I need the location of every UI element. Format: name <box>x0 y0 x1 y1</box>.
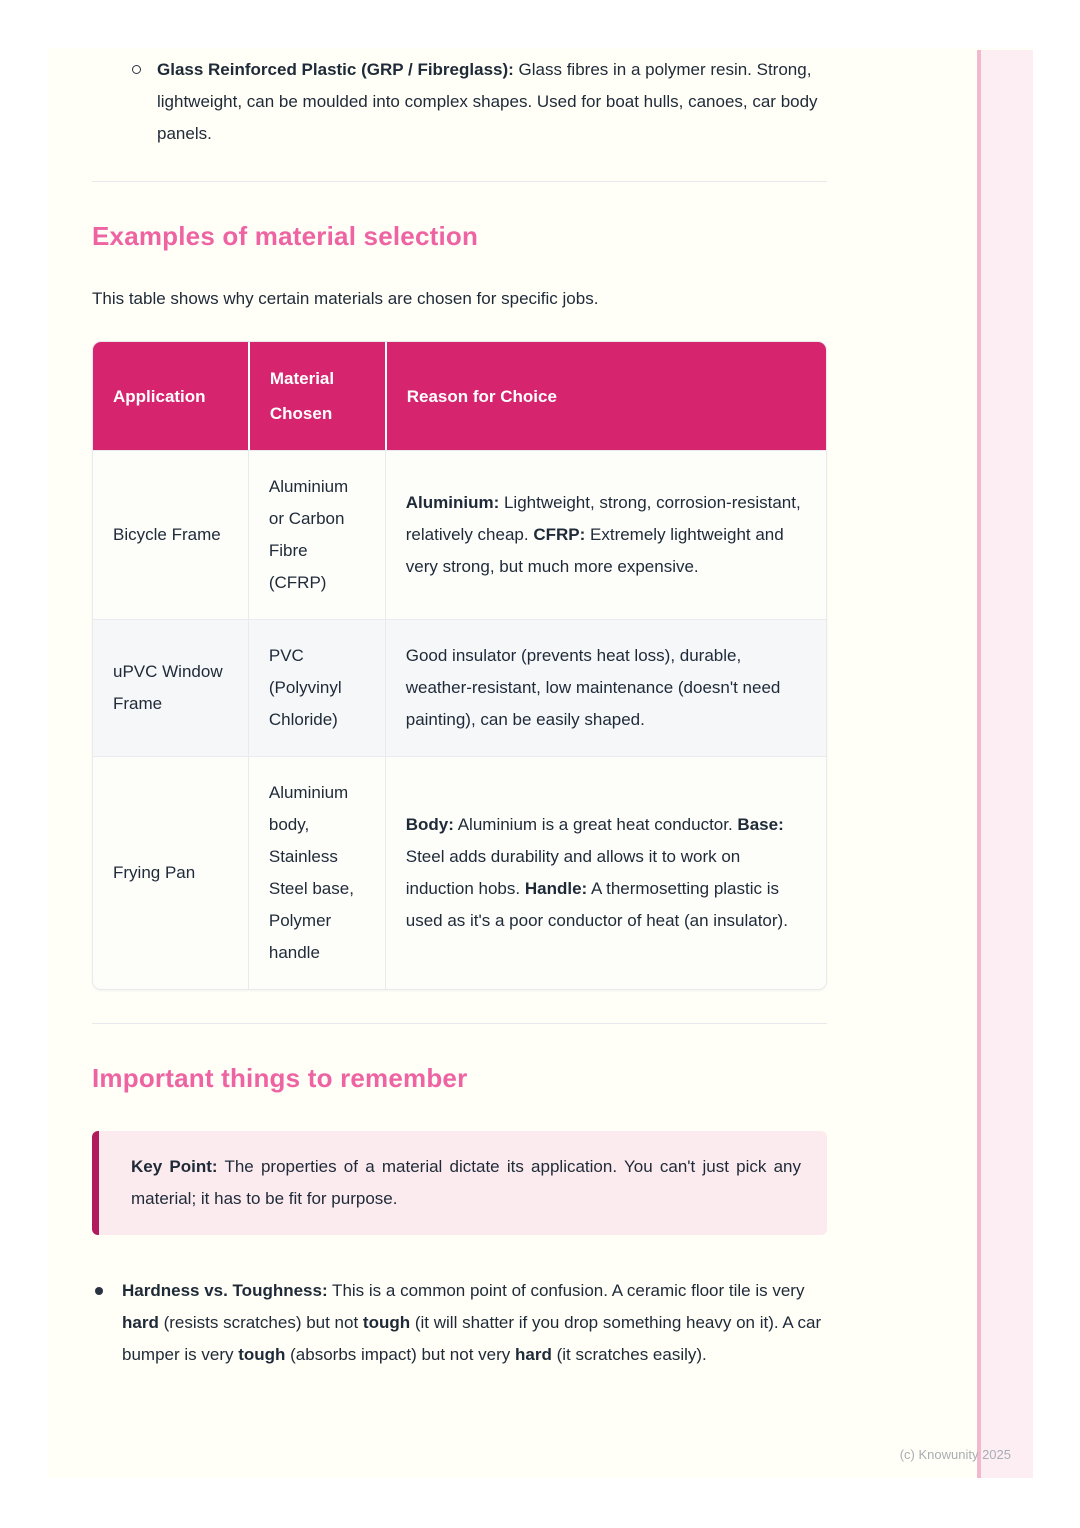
list-item-grp <box>92 54 827 150</box>
cell-application: uPVC Window Frame <box>93 619 248 756</box>
table-row-frying-pan <box>93 756 826 989</box>
section-divider <box>92 1023 827 1024</box>
cell-material: Aluminium body, Stainless Steel base, Polymer handle <box>248 756 385 989</box>
section-title-important: Important things to remember <box>92 1063 468 1093</box>
cell-reason: Good insulator (prevents heat loss), durable, weather-resistant, low maintenance (doesn't need painting), can be easily shaped. <box>385 619 826 756</box>
cell-material: PVC (Polyvinyl Chloride) <box>248 619 385 756</box>
cell-material: Aluminium or Carbon Fibre (CFRP) <box>248 450 385 619</box>
list-item-grp-text: Glass Reinforced Plastic (GRP / Fibreglass): Glass fibres in a polymer resin. Strong, lightweight, can be moulded into complex shapes. Used for boat hulls, canoes, car body panels. <box>157 60 818 143</box>
table-row-bicycle-frame <box>93 450 826 619</box>
column-header-reason: Reason for Choice <box>385 342 826 450</box>
circle-bullet-icon <box>132 65 141 74</box>
section-divider <box>92 181 827 182</box>
list-item-hardness <box>92 1275 827 1371</box>
list-item-hardness-text: Hardness vs. Toughness: This is a common point of confusion. A ceramic floor tile is very hard (resists scratches) but not tough (it will shatter if you drop something heavy on it). A car bumper is very tough (absorbs impact) but not very hard (it scratches easily). <box>122 1281 822 1364</box>
cell-reason: Body: Aluminium is a great heat conductor. Base: Steel adds durability and allows it to work on induction hobs. Handle: A thermosetting plastic is used as it's a poor conductor of heat (an insulator). <box>385 756 826 989</box>
cell-application: Frying Pan <box>93 756 248 989</box>
section-title-examples: Examples of material selection <box>92 221 479 251</box>
cell-reason: Aluminium: Lightweight, strong, corrosion-resistant, relatively cheap. CFRP: Extremely lightweight and very strong, but much more expensive. <box>385 450 826 619</box>
document-content <box>92 48 827 1371</box>
document-card <box>48 48 1033 1478</box>
table-intro-text: This table shows why certain materials are chosen for specific jobs. <box>92 289 599 308</box>
right-accent-strip <box>977 50 1033 1478</box>
copyright-watermark: (c) Knowunity 2025 <box>899 1447 1011 1462</box>
column-header-application: Application <box>93 342 248 450</box>
key-point-text: Key Point: The properties of a material dictate its application. You can't just pick any material; it has to be fit for purpose. <box>131 1157 801 1208</box>
disc-bullet-icon <box>95 1287 103 1295</box>
material-table <box>93 342 826 989</box>
material-selection-table <box>92 341 827 990</box>
key-point-callout <box>92 1131 827 1235</box>
table-header-row <box>93 342 826 450</box>
column-header-material: Material Chosen <box>248 342 385 450</box>
table-row-upvc-window <box>93 619 826 756</box>
cell-application: Bicycle Frame <box>93 450 248 619</box>
